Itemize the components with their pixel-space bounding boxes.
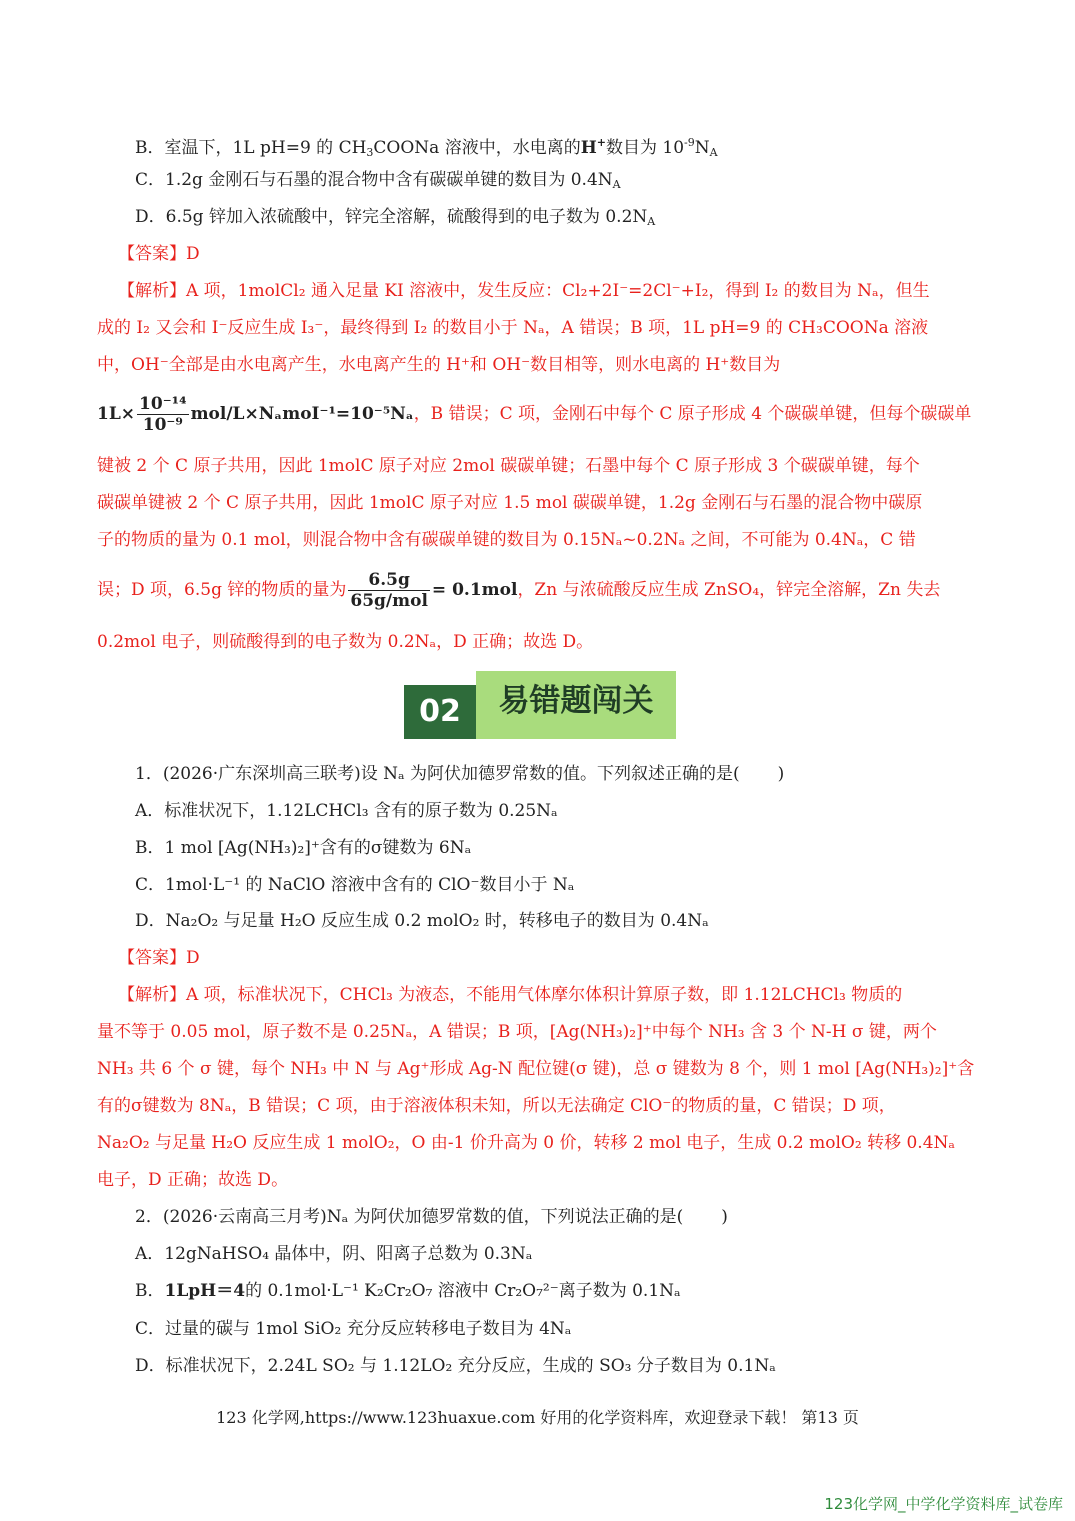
- question-1-option-d: D．Na₂O₂ 与足量 H₂O 反应生成 0.2 molO₂ 时，转移电子的数目为 0.4Nₐ: [135, 911, 709, 931]
- question-1-option-c: C．1mol·L⁻¹ 的 NaClO 溶液中含有的 ClO⁻数目小于 Nₐ: [135, 875, 575, 895]
- explanation-prev-line-4: 1L× $\frac{\text{10⁻¹⁴}}{\text{10⁻⁹}}$ mol/L×NₐmoI⁻¹=10⁻⁵Nₐ，B 错误；C 项，金刚石中每个 C 原子形成 4 个碳碳单键，但每个碳碳单: [97, 394, 972, 435]
- explanation-prev-line-3: 中，OH⁻全部是由水电离产生，水电离产生的 H⁺和 OH⁻数目相等，则水电离的 H⁺数目为: [97, 355, 781, 375]
- explanation-prev-line-2: 成的 I₂ 又会和 I⁻反应生成 I₃⁻，最终得到 I₂ 的数目小于 Nₐ，A 错误；B 项，1L pH=9 的 CH₃COONa 溶液: [97, 318, 929, 338]
- banner-title: 易错题闯关: [476, 671, 676, 739]
- explanation-prev-line-5: 键被 2 个 C 原子共用，因此 1molC 原子对应 2mol 碳碳单键；石墨中每个 C 原子形成 3 个碳碳单键，每个: [97, 456, 920, 476]
- question-2-stem: 2．(2026·云南高三月考)Nₐ 为阿伏加德罗常数的值，下列说法正确的是( ): [135, 1207, 728, 1227]
- explanation-prev-line-8: 误；D 项，6.5g 锌的物质的量为 $\frac{6.5g}{\text{65g/mol}}$ = 0.1mol，Zn 与浓硫酸反应生成 ZnSO₄，锌完全溶解，Zn 失去: [97, 570, 941, 611]
- question-2-option-c: C．过量的碳与 1mol SiO₂ 充分反应转移电子数目为 4Nₐ: [135, 1319, 572, 1339]
- question-2-option-a: A．12gNaHSO₄ 晶体中，阴、阳离子总数为 0.3Nₐ: [135, 1244, 533, 1264]
- question-1-answer: 【答案】D: [118, 948, 200, 968]
- site-watermark: 123化学网_中学化学资料库_试卷库: [824, 1495, 1063, 1513]
- option-d-prev: D．6.5g 锌加入浓硫酸中，锌完全溶解，硫酸得到的电子数为 $0.2N_A$: [135, 207, 656, 228]
- question-1-explanation-line-6: 电子，D 正确；故选 D。: [97, 1170, 289, 1190]
- answer-prev: 【答案】D: [118, 244, 200, 264]
- option-c-prev: C．1.2g 金刚石与石墨的混合物中含有碳碳单键的数目为 $0.4N_A$: [135, 170, 621, 191]
- option-b-prev: B．室温下，1L pH=9 的 $CH_3COONa$ 溶液中，水电离的H+数目为 $10^{-9}N_A$: [135, 136, 718, 159]
- explanation-prev-line-6: 碳碳单键被 2 个 C 原子共用，因此 1molC 原子对应 1.5 mol 碳碳单键，1.2g 金刚石与石墨的混合物中碳原: [97, 493, 923, 513]
- formula-h-count: 1L× $\frac{\text{10⁻¹⁴}}{\text{10⁻⁹}}$ mol/L×NₐmoI⁻¹=10⁻⁵Nₐ: [97, 394, 414, 435]
- formula-zn-moles: $\frac{6.5g}{\text{65g/mol}}$ = 0.1mol: [350, 570, 518, 611]
- question-2-ph-formula: 1LpH＝4: [164, 1281, 246, 1301]
- question-1-explanation-line-4: 有的σ键数为 8Nₐ，B 错误；C 项，由于溶液体积未知，所以无法确定 ClO⁻的物质的量，C 错误；D 项，: [97, 1096, 896, 1116]
- question-1-explanation-line-2: 量不等于 0.05 mol，原子数不是 0.25Nₐ，A 错误；B 项，[Ag(NH₃)₂]⁺中每个 NH₃ 含 3 个 N-H σ 键，两个: [97, 1022, 937, 1042]
- question-1-explanation-line-3: NH₃ 共 6 个 σ 键，每个 NH₃ 中 N 与 Ag⁺形成 Ag-N 配位键(σ 键)，总 σ 键数为 8 个，则 1 mol [Ag(NH₃)₂]⁺含: [97, 1059, 975, 1079]
- question-2-option-d: D．标准状况下，2.24L SO₂ 与 1.12LO₂ 充分反应，生成的 SO₃ 分子数目为 0.1Nₐ: [135, 1356, 776, 1376]
- question-1-stem: 1．(2026·广东深圳高三联考)设 Nₐ 为阿伏加德罗常数的值。下列叙述正确的是( ): [135, 764, 785, 784]
- banner-number: 02: [404, 685, 476, 739]
- section-banner: [404, 671, 676, 739]
- explanation-prev-line-7: 子的物质的量为 0.1 mol，则混合物中含有碳碳单键的数目为 0.15Nₐ~0.2Nₐ 之间，不可能为 0.4Nₐ，C 错: [97, 530, 916, 550]
- explanation-prev-line-9: 0.2mol 电子，则硫酸得到的电子数为 0.2Nₐ，D 正确；故选 D。: [97, 632, 594, 652]
- question-2-option-b: B．1LpH＝4的 0.1mol·L⁻¹ K₂Cr₂O₇ 溶液中 Cr₂O₇²⁻离子数为 0.1Nₐ: [135, 1281, 681, 1301]
- question-1-option-a: A．标准状况下，1.12LCHCl₃ 含有的原子数为 0.25Nₐ: [135, 801, 558, 821]
- question-1-explanation-line-1: 【解析】A 项，标准状况下，CHCl₃ 为液态，不能用气体摩尔体积计算原子数，即 1.12LCHCl₃ 物质的: [118, 985, 903, 1005]
- page-footer: 123 化学网,https://www.123huaxue.com 好用的化学资料库，欢迎登录下载！ 第13 页: [216, 1408, 859, 1427]
- question-1-option-b: B．1 mol [Ag(NH₃)₂]⁺含有的σ键数为 6Nₐ: [135, 838, 472, 858]
- question-1-explanation-line-5: Na₂O₂ 与足量 H₂O 反应生成 1 molO₂，O 由-1 价升高为 0 价，转移 2 mol 电子，生成 0.2 molO₂ 转移 0.4Nₐ: [97, 1133, 955, 1153]
- explanation-prev-line-1: 【解析】A 项，1molCl₂ 通入足量 KI 溶液中，发生反应：Cl₂+2I⁻=2Cl⁻+I₂，得到 I₂ 的数目为 Nₐ，但生: [118, 281, 930, 301]
